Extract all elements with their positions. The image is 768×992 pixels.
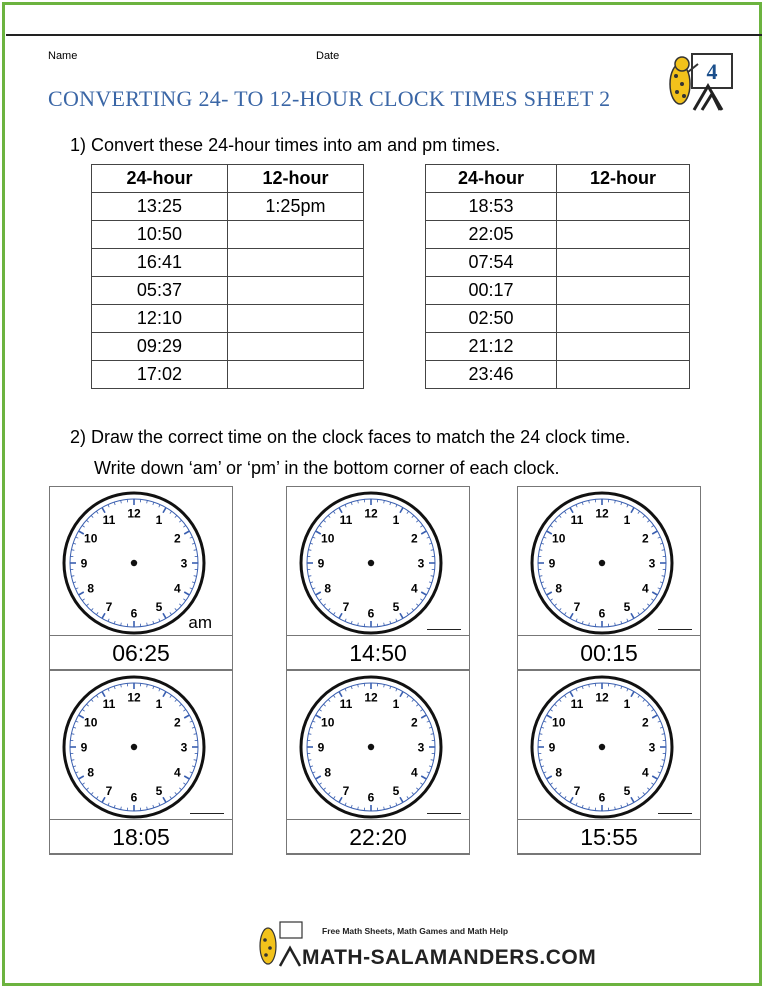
column-header-24-hour: 24-hour bbox=[92, 165, 228, 193]
footer-site-name: MATH-SALAMANDERS.COM bbox=[302, 946, 597, 969]
time-24-hour-cell: 00:17 bbox=[426, 277, 557, 305]
ampm-answer-blank[interactable] bbox=[658, 813, 692, 814]
hour-numeral: 3 bbox=[648, 740, 656, 755]
logo-badge: 4 bbox=[706, 59, 718, 84]
hour-numeral: 5 bbox=[155, 599, 163, 614]
column-header-12-hour: 12-hour bbox=[557, 165, 690, 193]
hour-numeral: 5 bbox=[155, 783, 163, 798]
clock-center-dot bbox=[131, 560, 137, 566]
table-row bbox=[426, 193, 690, 221]
hour-numeral: 12 bbox=[364, 690, 378, 705]
hour-numeral: 11 bbox=[102, 513, 116, 528]
hour-numeral: 2 bbox=[410, 531, 418, 546]
hour-numeral: 8 bbox=[324, 581, 332, 596]
table-row bbox=[426, 305, 690, 333]
clock-time-label: 06:25 bbox=[49, 635, 233, 671]
time-12-hour-cell[interactable] bbox=[557, 305, 690, 333]
column-header-24-hour: 24-hour bbox=[426, 165, 557, 193]
table-row bbox=[92, 361, 364, 389]
time-12-hour-cell[interactable] bbox=[227, 249, 363, 277]
hour-numeral: 10 bbox=[321, 715, 335, 730]
hour-numeral: 1 bbox=[155, 697, 163, 712]
table-row bbox=[92, 221, 364, 249]
hour-numeral: 5 bbox=[623, 599, 631, 614]
header-rule bbox=[6, 34, 762, 36]
hour-numeral: 1 bbox=[392, 697, 400, 712]
hour-numeral: 9 bbox=[317, 740, 325, 755]
hour-numeral: 12 bbox=[595, 506, 609, 521]
time-24-hour-cell: 10:50 bbox=[92, 221, 228, 249]
time-12-hour-cell[interactable]: 1:25pm bbox=[227, 193, 363, 221]
clock-face[interactable] bbox=[297, 489, 445, 637]
table-row bbox=[426, 221, 690, 249]
hour-numeral: 7 bbox=[342, 599, 350, 614]
time-24-hour-cell: 17:02 bbox=[92, 361, 228, 389]
hour-numeral: 2 bbox=[641, 531, 649, 546]
question-1-prompt: 1) Convert these 24-hour times into am and pm times. bbox=[70, 135, 501, 155]
conversion-table-left bbox=[91, 164, 364, 389]
time-12-hour-cell[interactable] bbox=[227, 333, 363, 361]
time-24-hour-cell: 18:53 bbox=[426, 193, 557, 221]
time-24-hour-cell: 23:46 bbox=[426, 361, 557, 389]
conversion-table-right bbox=[425, 164, 690, 389]
hour-numeral: 10 bbox=[552, 531, 566, 546]
hour-numeral: 9 bbox=[80, 556, 88, 571]
table-row bbox=[92, 249, 364, 277]
ampm-answer-blank[interactable] bbox=[427, 629, 461, 630]
hour-numeral: 6 bbox=[367, 606, 375, 621]
ampm-answer-blank[interactable] bbox=[658, 629, 692, 630]
hour-numeral: 7 bbox=[105, 783, 113, 798]
clock-time-label: 15:55 bbox=[517, 819, 701, 855]
hour-numeral: 11 bbox=[339, 513, 353, 528]
salamander-logo bbox=[660, 50, 738, 114]
hour-numeral: 7 bbox=[573, 599, 581, 614]
clock-center-dot bbox=[131, 744, 137, 750]
hour-numeral: 9 bbox=[548, 556, 556, 571]
hour-numeral: 9 bbox=[317, 556, 325, 571]
question-2-prompt-line-2: Write down ‘am’ or ‘pm’ in the bottom corner of each clock. bbox=[94, 458, 560, 478]
hour-numeral: 10 bbox=[552, 715, 566, 730]
hour-numeral: 7 bbox=[573, 783, 581, 798]
clock-face[interactable] bbox=[528, 489, 676, 637]
hour-numeral: 6 bbox=[598, 790, 606, 805]
time-12-hour-cell[interactable] bbox=[557, 193, 690, 221]
hour-numeral: 7 bbox=[342, 783, 350, 798]
hour-numeral: 8 bbox=[87, 581, 95, 596]
table-row bbox=[426, 333, 690, 361]
time-24-hour-cell: 09:29 bbox=[92, 333, 228, 361]
time-24-hour-cell: 22:05 bbox=[426, 221, 557, 249]
hour-numeral: 6 bbox=[130, 606, 138, 621]
time-12-hour-cell[interactable] bbox=[557, 249, 690, 277]
ampm-answer-blank[interactable] bbox=[190, 813, 224, 814]
time-24-hour-cell: 07:54 bbox=[426, 249, 557, 277]
hour-numeral: 12 bbox=[364, 506, 378, 521]
hour-numeral: 5 bbox=[392, 599, 400, 614]
hour-numeral: 7 bbox=[105, 599, 113, 614]
table-row bbox=[92, 333, 364, 361]
hour-numeral: 8 bbox=[324, 765, 332, 780]
time-12-hour-cell[interactable] bbox=[227, 361, 363, 389]
column-header-12-hour: 12-hour bbox=[227, 165, 363, 193]
ampm-answer[interactable]: am bbox=[188, 613, 212, 632]
hour-numeral: 3 bbox=[648, 556, 656, 571]
hour-numeral: 12 bbox=[127, 506, 141, 521]
clock-center-dot bbox=[368, 560, 374, 566]
hour-numeral: 2 bbox=[173, 531, 181, 546]
hour-numeral: 6 bbox=[367, 790, 375, 805]
table-row bbox=[426, 361, 690, 389]
hour-numeral: 6 bbox=[598, 606, 606, 621]
clock-center-dot bbox=[368, 744, 374, 750]
time-12-hour-cell[interactable] bbox=[227, 305, 363, 333]
hour-numeral: 11 bbox=[570, 697, 584, 712]
time-12-hour-cell[interactable] bbox=[227, 277, 363, 305]
table-row bbox=[426, 249, 690, 277]
hour-numeral: 8 bbox=[555, 581, 563, 596]
hour-numeral: 1 bbox=[392, 513, 400, 528]
hour-numeral: 11 bbox=[570, 513, 584, 528]
time-24-hour-cell: 12:10 bbox=[92, 305, 228, 333]
clock-center-dot bbox=[599, 744, 605, 750]
time-24-hour-cell: 13:25 bbox=[92, 193, 228, 221]
clock-time-label: 18:05 bbox=[49, 819, 233, 855]
hour-numeral: 1 bbox=[623, 513, 631, 528]
hour-numeral: 4 bbox=[410, 581, 418, 596]
table-row bbox=[426, 277, 690, 305]
hour-numeral: 3 bbox=[180, 556, 188, 571]
date-label: Date bbox=[316, 50, 340, 62]
hour-numeral: 9 bbox=[548, 740, 556, 755]
hour-numeral: 11 bbox=[339, 697, 353, 712]
hour-numeral: 8 bbox=[87, 765, 95, 780]
hour-numeral: 5 bbox=[392, 783, 400, 798]
ampm-answer-blank[interactable] bbox=[427, 813, 461, 814]
hour-numeral: 10 bbox=[84, 715, 98, 730]
name-label: Name bbox=[48, 50, 78, 62]
time-24-hour-cell: 05:37 bbox=[92, 277, 228, 305]
hour-numeral: 5 bbox=[623, 783, 631, 798]
clock-face[interactable] bbox=[297, 673, 445, 821]
hour-numeral: 2 bbox=[173, 715, 181, 730]
table-row bbox=[92, 305, 364, 333]
time-12-hour-cell[interactable] bbox=[557, 221, 690, 249]
hour-numeral: 11 bbox=[102, 697, 116, 712]
hour-numeral: 12 bbox=[595, 690, 609, 705]
time-24-hour-cell: 16:41 bbox=[92, 249, 228, 277]
clock-time-label: 22:20 bbox=[286, 819, 470, 855]
hour-numeral: 10 bbox=[321, 531, 335, 546]
hour-numeral: 4 bbox=[173, 581, 181, 596]
clock-face[interactable] bbox=[528, 673, 676, 821]
hour-numeral: 8 bbox=[555, 765, 563, 780]
time-12-hour-cell[interactable] bbox=[227, 221, 363, 249]
hour-numeral: 6 bbox=[130, 790, 138, 805]
clock-time-label: 14:50 bbox=[286, 635, 470, 671]
hour-numeral: 4 bbox=[641, 581, 649, 596]
time-24-hour-cell: 02:50 bbox=[426, 305, 557, 333]
page-title: CONVERTING 24- TO 12-HOUR CLOCK TIMES SHEET 2 bbox=[48, 86, 611, 111]
hour-numeral: 1 bbox=[155, 513, 163, 528]
question-2-prompt-line-1: 2) Draw the correct time on the clock faces to match the 24 clock time. bbox=[70, 427, 631, 447]
hour-numeral: 1 bbox=[623, 697, 631, 712]
hour-numeral: 3 bbox=[417, 556, 425, 571]
clock-time-label: 00:15 bbox=[517, 635, 701, 671]
table-row bbox=[92, 277, 364, 305]
hour-numeral: 4 bbox=[173, 765, 181, 780]
site-footer-logo bbox=[250, 918, 597, 970]
hour-numeral: 9 bbox=[80, 740, 88, 755]
hour-numeral: 4 bbox=[641, 765, 649, 780]
time-12-hour-cell[interactable] bbox=[557, 333, 690, 361]
clock-face[interactable] bbox=[60, 673, 208, 821]
hour-numeral: 2 bbox=[410, 715, 418, 730]
footer-tagline: Free Math Sheets, Math Games and Math Help bbox=[322, 926, 509, 936]
table-row bbox=[92, 193, 364, 221]
time-24-hour-cell: 21:12 bbox=[426, 333, 557, 361]
time-12-hour-cell[interactable] bbox=[557, 277, 690, 305]
hour-numeral: 2 bbox=[641, 715, 649, 730]
clock-face[interactable] bbox=[60, 489, 208, 637]
time-12-hour-cell[interactable] bbox=[557, 361, 690, 389]
hour-numeral: 12 bbox=[127, 690, 141, 705]
hour-numeral: 4 bbox=[410, 765, 418, 780]
hour-numeral: 3 bbox=[180, 740, 188, 755]
hour-numeral: 3 bbox=[417, 740, 425, 755]
clock-center-dot bbox=[599, 560, 605, 566]
hour-numeral: 10 bbox=[84, 531, 98, 546]
